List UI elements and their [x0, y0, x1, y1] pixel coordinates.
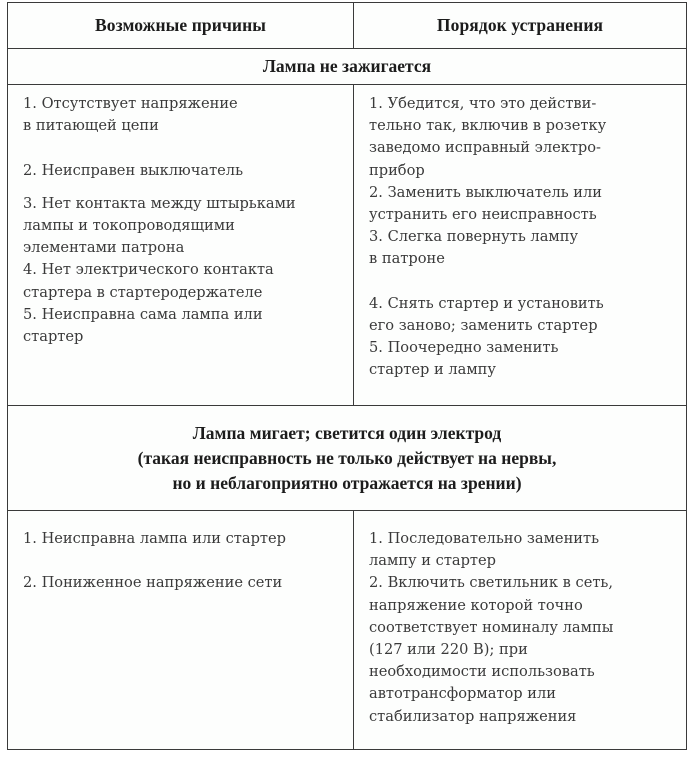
header-remedies: Порядок устранения: [354, 3, 687, 49]
causes-cell: [8, 511, 354, 750]
cause-item: 3. Нет контакта между штырьками лампы и токопроводящими элементами патрона: [23, 194, 296, 257]
cause-item: 2. Пониженное напряжение сети: [23, 574, 283, 592]
section-row-lamp-not-lighting: [8, 49, 687, 85]
remedy-item: 2. Заменить выключатель или устранить его неисправность: [369, 183, 603, 224]
remedy-item: 2. Включить светильник в сеть, напряжение которой точно соответствует номиналу лампы (127 или 220 В); при необходимости использовать автотрансформатор или стабилизатор напряжения: [369, 574, 614, 725]
section-title-line: Лампа мигает; светится один электрод: [192, 422, 502, 443]
section-body-row: [8, 511, 687, 750]
header-causes: Возможные причины: [8, 3, 354, 49]
cause-item: 4. Нет электрического контакта стартера в стартеродержателе: [23, 261, 274, 301]
cause-item: 1. Неисправна лампа или стартер: [23, 530, 286, 547]
section-body-row: [8, 85, 687, 406]
remedies-cell: [354, 85, 687, 406]
cause-item: 2. Неисправен выключатель: [23, 161, 244, 179]
troubleshooting-table: [7, 2, 687, 750]
remedy-item: 4. Снять стартер и установить его заново; заменить стартер: [369, 294, 604, 335]
section-title: [8, 406, 687, 511]
header-row: [8, 3, 687, 49]
section-title-line: (такая неисправность не только действует на нервы,: [137, 447, 557, 468]
remedies-cell: [354, 511, 687, 750]
section-title: [8, 49, 687, 85]
section-title-line: Лампа не зажигается: [262, 56, 432, 76]
remedy-item: 1. Убедится, что это действи- тельно так, включив в розетку заведомо исправный электро- прибор: [369, 95, 607, 179]
remedy-item: 1. Последовательно заменить лампу и стартер: [369, 530, 600, 570]
cause-item: 5. Неисправна сама лампа или стартер: [23, 305, 263, 346]
section-row-lamp-flickering: [8, 406, 687, 511]
cause-item: 1. Отсутствует напряжение в питающей цепи: [23, 95, 238, 135]
remedy-item: 5. Поочередно заменить стартер и лампу: [369, 339, 559, 379]
section-title-line: но и неблагоприятно отражается на зрении): [172, 472, 522, 493]
causes-cell: [8, 85, 354, 406]
remedy-item: 3. Слегка повернуть лампу в патроне: [369, 228, 579, 268]
